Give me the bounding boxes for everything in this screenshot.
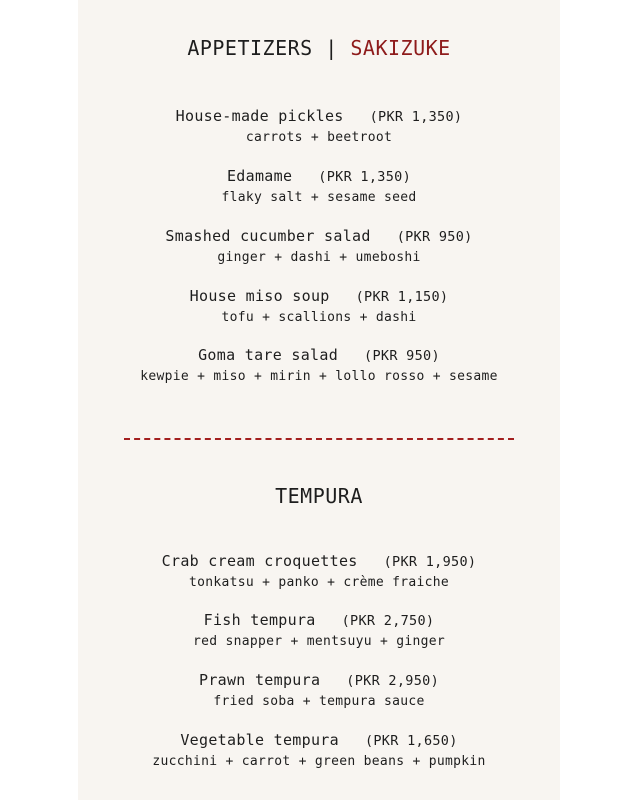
item-price: (PKR 1,350) bbox=[318, 169, 412, 185]
item-price: (PKR 1,650) bbox=[364, 733, 458, 749]
item-price: (PKR 950) bbox=[364, 348, 440, 364]
item-description: kewpie + miso + mirin + lollo rosso + sesame bbox=[140, 369, 498, 384]
item-name: Fish tempura bbox=[203, 611, 316, 629]
item-name: Prawn tempura bbox=[198, 671, 321, 689]
item-name: Goma tare salad bbox=[198, 346, 339, 364]
menu-item bbox=[0, 671, 638, 711]
item-name: Vegetable tempura bbox=[180, 731, 339, 749]
item-price: (PKR 1,150) bbox=[355, 289, 449, 305]
heading-separator: | bbox=[312, 36, 351, 60]
item-name: Smashed cucumber salad bbox=[165, 227, 371, 245]
item-description: red snapper + mentsuyu + ginger bbox=[193, 634, 445, 649]
item-description: ginger + dashi + umeboshi bbox=[217, 250, 421, 265]
item-description: zucchini + carrot + green beans + pumpkin bbox=[152, 754, 486, 769]
menu-item bbox=[0, 167, 638, 207]
item-description: tonkatsu + panko + crème fraiche bbox=[188, 575, 450, 590]
item-name: Edamame bbox=[226, 167, 293, 185]
menu-item bbox=[0, 611, 638, 651]
section-divider bbox=[124, 438, 514, 440]
item-price: (PKR 1,950) bbox=[383, 554, 477, 570]
item-description: carrots + beetroot bbox=[245, 130, 393, 145]
item-price: (PKR 2,750) bbox=[341, 613, 435, 629]
menu-item bbox=[0, 346, 638, 386]
appetizers-title: APPETIZERS bbox=[187, 36, 313, 60]
menu-item bbox=[0, 552, 638, 592]
tempura-heading bbox=[0, 484, 638, 508]
item-description: fried soba + tempura sauce bbox=[213, 694, 425, 709]
appetizers-heading bbox=[0, 36, 638, 60]
menu-item bbox=[0, 731, 638, 771]
menu-item bbox=[0, 107, 638, 147]
item-name: Crab cream croquettes bbox=[161, 552, 358, 570]
menu-item bbox=[0, 287, 638, 327]
item-price: (PKR 950) bbox=[396, 229, 473, 245]
item-description: tofu + scallions + dashi bbox=[221, 310, 417, 325]
sakizuke-title: SAKIZUKE bbox=[350, 36, 451, 60]
tempura-title: TEMPURA bbox=[275, 484, 363, 508]
item-price: (PKR 2,950) bbox=[346, 673, 440, 689]
item-name: House miso soup bbox=[189, 287, 330, 305]
menu-item bbox=[0, 227, 638, 267]
item-description: flaky salt + sesame seed bbox=[221, 190, 417, 205]
item-name: House-made pickles bbox=[175, 107, 344, 125]
item-price: (PKR 1,350) bbox=[369, 109, 463, 125]
